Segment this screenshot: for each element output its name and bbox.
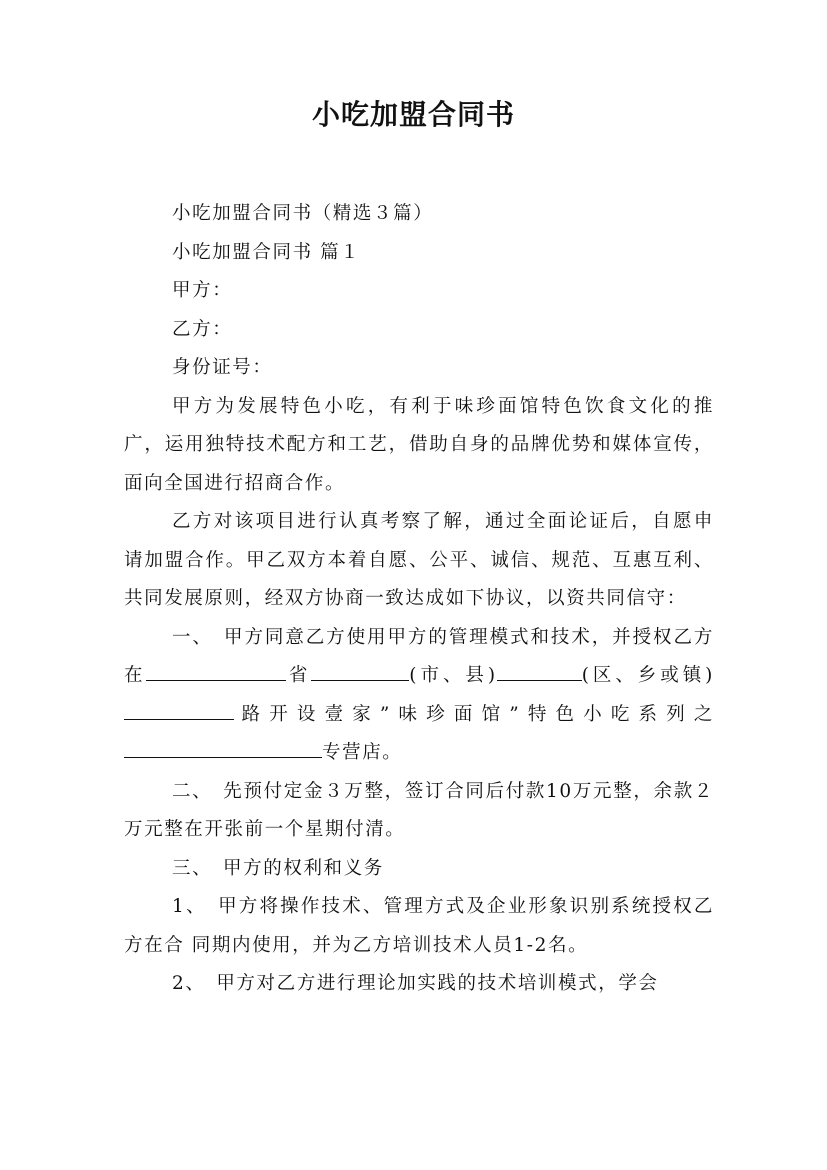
clause-1-store: 专营店。 [322,742,403,763]
clause-3-heading: 三、 甲方的权利和义务 [172,857,384,879]
clause-1-district: (区、乡或镇) [581,665,714,686]
document-title: 小吃加盟合同书 [311,98,515,131]
party-a-label: 甲方： [172,280,233,301]
clause-1-prefix: 一、 甲方同意乙方使用甲方的管理模式和技术，并授权乙方在 [124,626,714,686]
blank-field [124,735,322,758]
document-subtitle: 小吃加盟合同书（精选３篇） [172,203,434,224]
clause-1-road: 路开设壹家”味珍面馆”特色小吃系列之 [234,703,714,725]
blank-field [497,658,582,681]
section-heading: 小吃加盟合同书 篇１ [172,241,361,263]
clause-3-item-1: 1、 甲方将操作技术、管理方式及企业形象识别系统授权乙方在合 同期内使用，并为乙方培训技术人员1-2名。 [124,896,714,956]
party-b-label: 乙方： [172,318,233,340]
clause-1-province: 省 [286,665,312,686]
clause-1-city: (市、县) [409,665,497,686]
document-body [124,195,714,1004]
clause-1 [124,619,714,773]
intro-paragraph: 甲方为发展特色小吃，有利于味珍面馆特色饮食文化的推广，运用独特技术配方和工艺，借助自身的品牌优势和媒体宣传，面向全国进行招商合作。 [124,395,714,494]
clause-2: 二、 先预付定金３万整，签订合同后付款10万元整，余款２万元整在开张前一个星期付清。 [124,780,714,840]
clause-3-item-2: 2、 甲方对乙方进行理论加实践的技术培训模式，学会 [172,973,659,994]
id-number-label: 身份证号： [172,357,273,378]
blank-field [124,697,234,720]
blank-field [146,658,286,681]
agreement-paragraph: 乙方对该项目进行认真考察了解，通过全面论证后，自愿申请加盟合作。甲乙双方本着自愿、公平、诚信、规范、互惠互利、共同发展原则，经双方协商一致达成如下协议，以资共同信守： [124,511,714,609]
blank-field [311,658,409,681]
